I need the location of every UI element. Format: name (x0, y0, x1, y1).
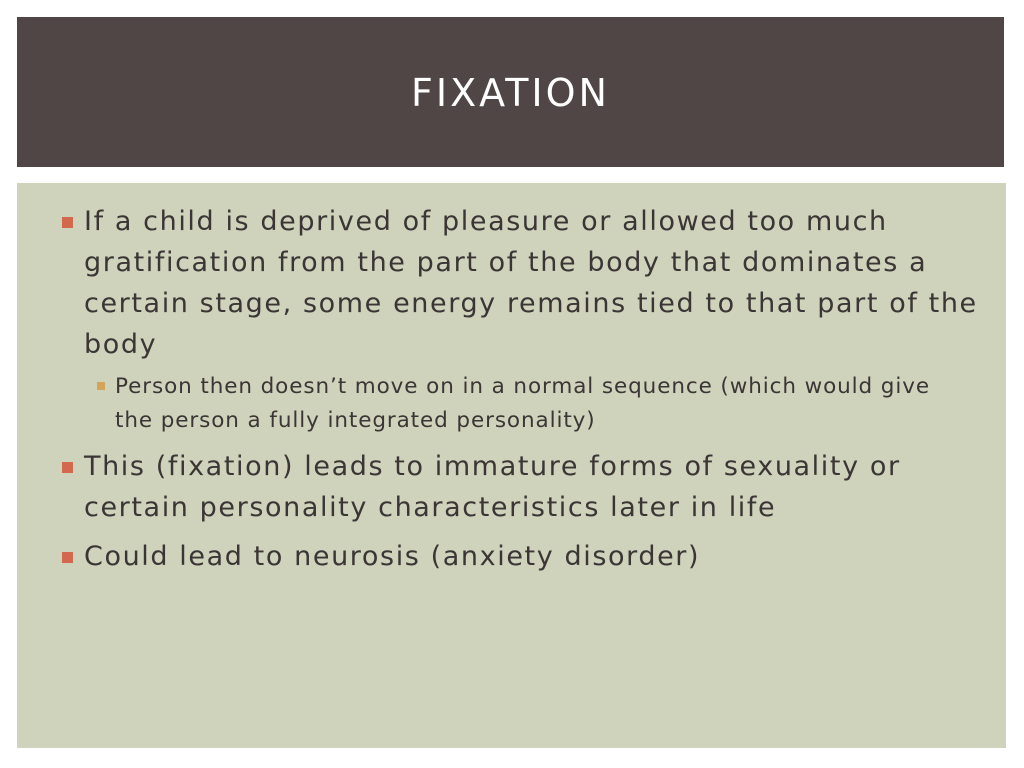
bullet-text: Could lead to neurosis (anxiety disorder) (84, 541, 701, 572)
square-bullet-icon (62, 552, 73, 563)
bullet-item (84, 201, 984, 365)
square-bullet-icon (62, 217, 73, 228)
bullet-text: If a child is deprived of pleasure or allowed too much gratification from the part of the body that dominates a certain stage, some energy remains tied to that part of the body (84, 206, 978, 360)
sub-bullet-item (115, 370, 975, 438)
content-panel (17, 183, 1006, 748)
slide-title: FIXATION (411, 71, 610, 115)
bullet-text: This (fixation) leads to immature forms of sexuality or certain personality characteristics later in life (84, 451, 901, 523)
title-bar (17, 17, 1004, 167)
bullet-item (84, 446, 984, 528)
sub-bullet-text: Person then doesn’t move on in a normal sequence (which would give the person a fully integrated personality) (115, 374, 930, 433)
bullet-item (84, 536, 984, 577)
square-bullet-icon (97, 382, 105, 390)
square-bullet-icon (62, 462, 73, 473)
